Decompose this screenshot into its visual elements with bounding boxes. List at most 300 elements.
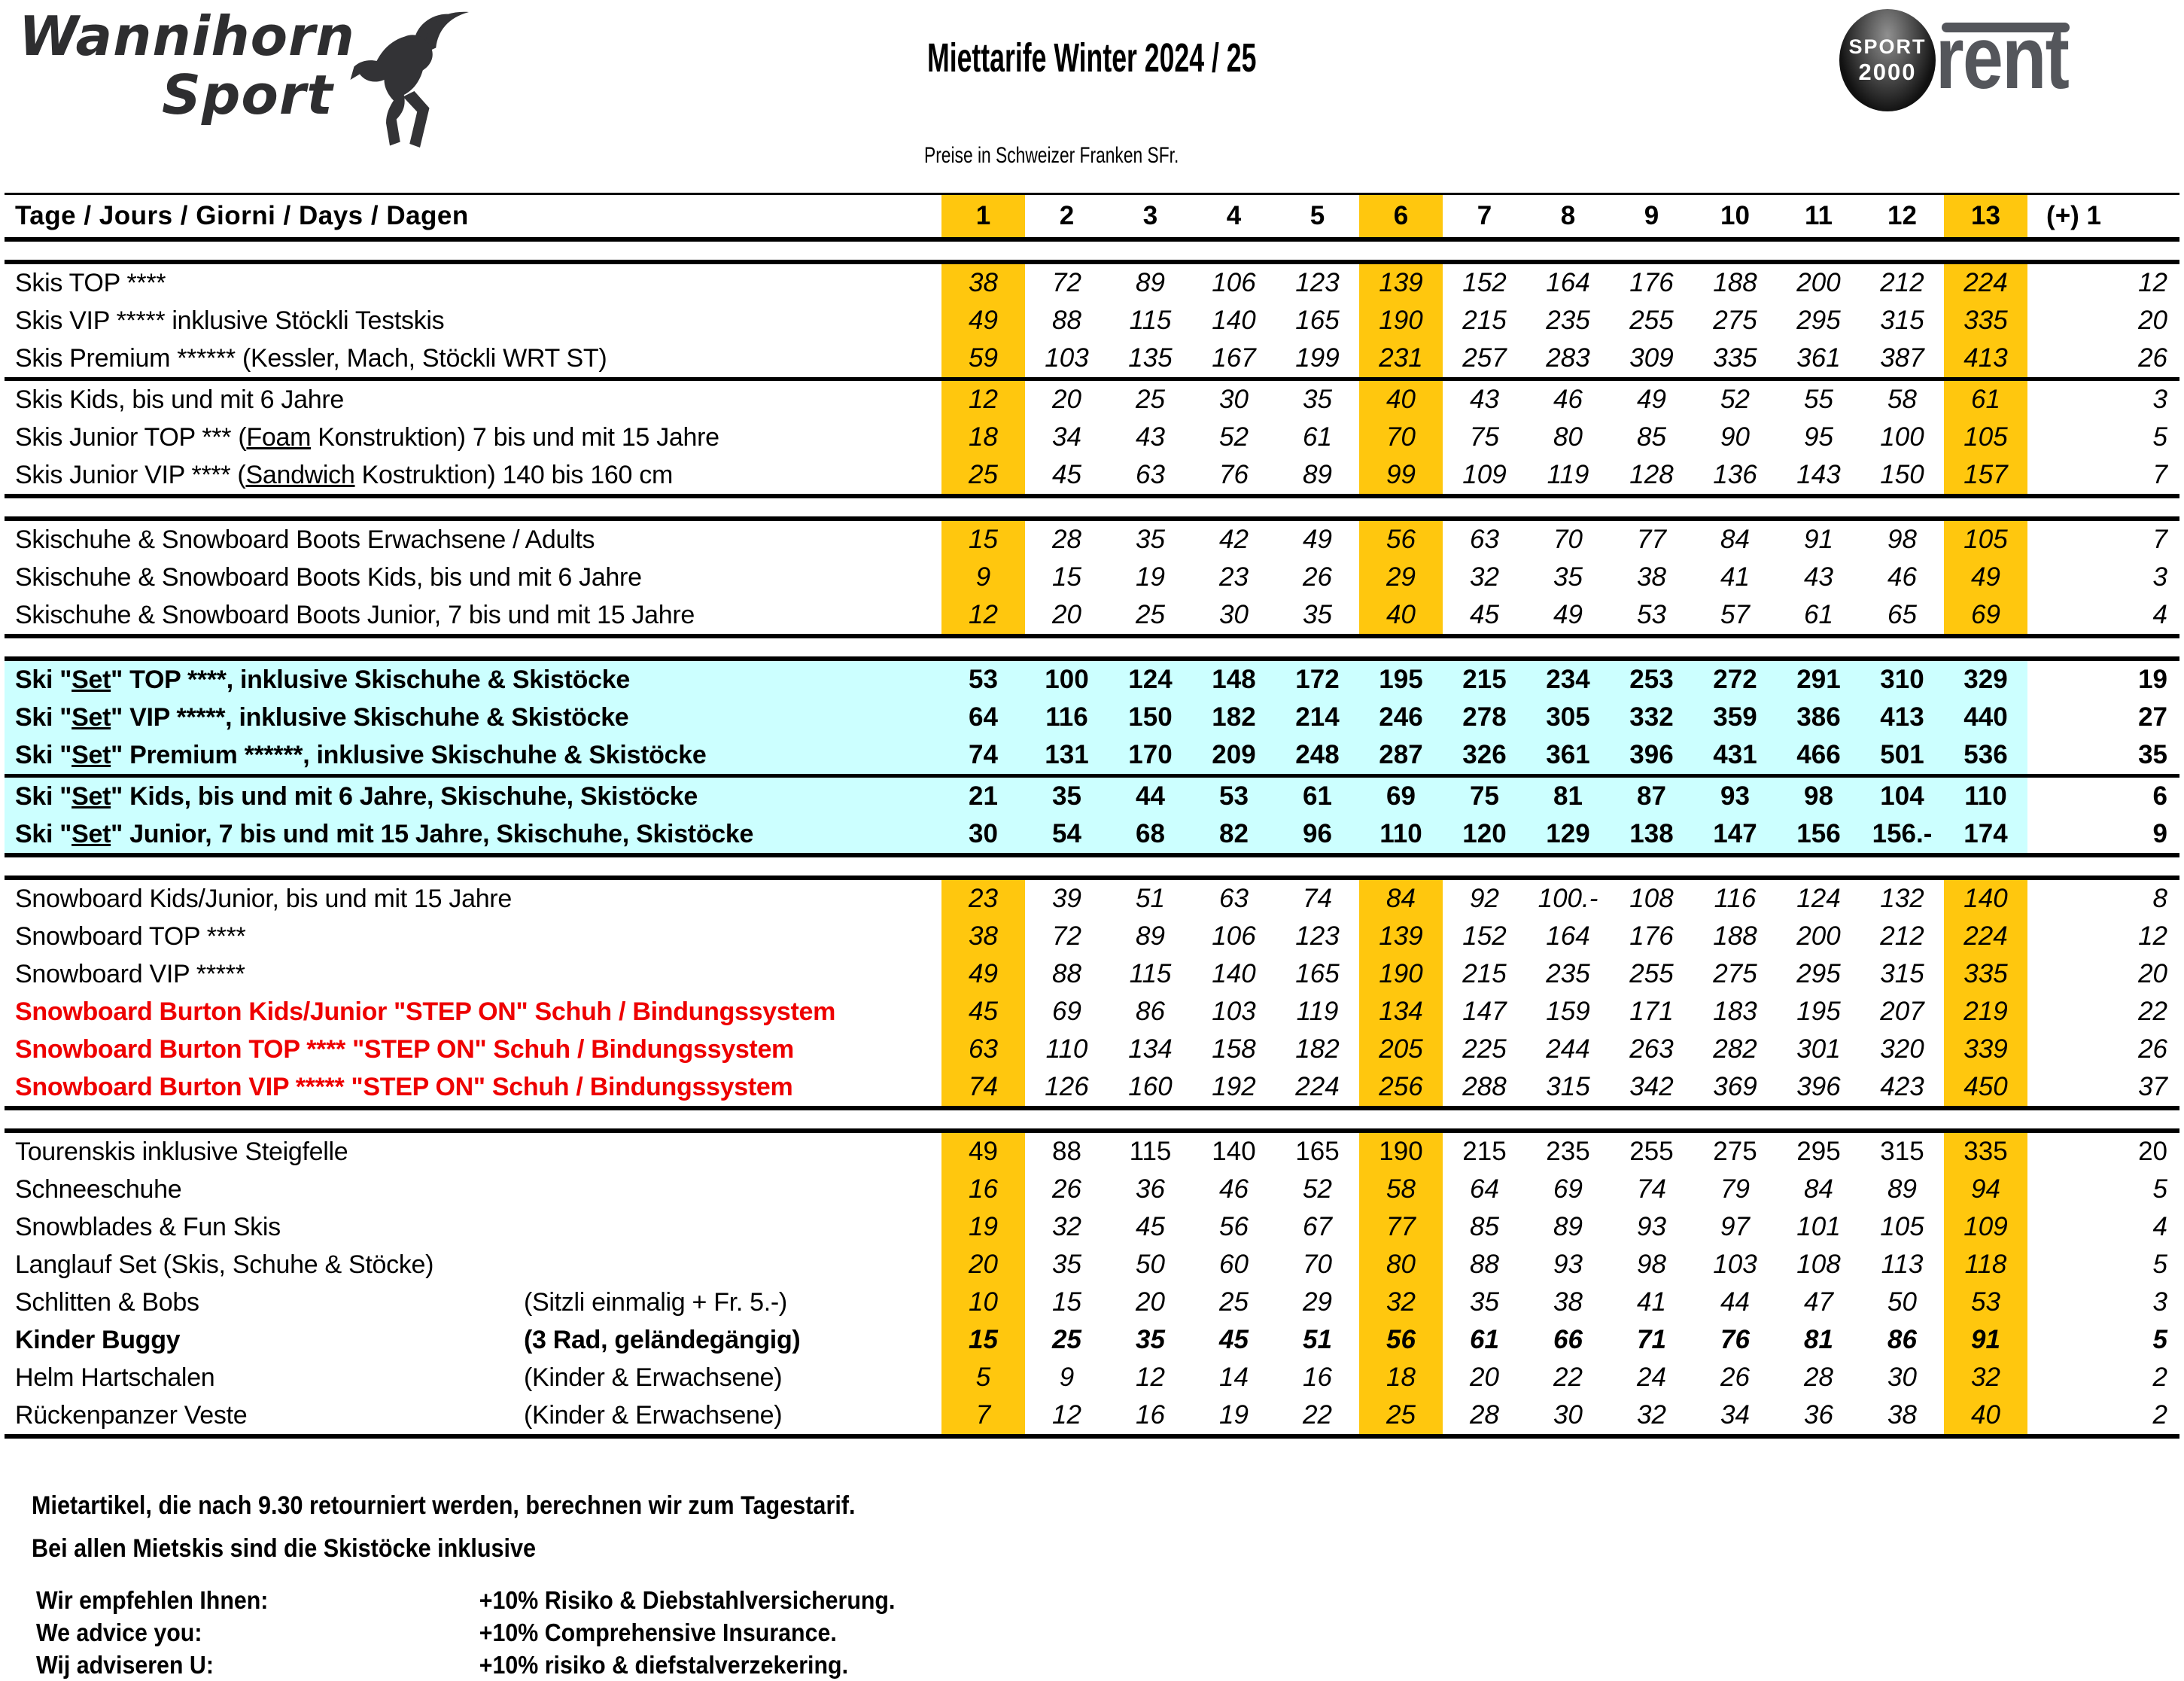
row-label xyxy=(5,1133,941,1171)
table-row xyxy=(5,918,2179,955)
price-cell: 32 xyxy=(1470,562,1499,592)
price-cell: 183 xyxy=(1713,997,1757,1026)
price-cell: 164 xyxy=(1546,921,1590,951)
table-row xyxy=(5,302,2179,340)
price-cell: 450 xyxy=(1944,1068,2027,1106)
price-cell: 64 xyxy=(941,699,1025,736)
price-cell: 65 xyxy=(1887,600,1917,629)
price-cell: 43 xyxy=(1804,562,1833,592)
price-cell: 41 xyxy=(1637,1287,1666,1317)
price-cell: 21 xyxy=(941,778,1025,815)
price-cell: 56 xyxy=(1359,1321,1443,1359)
price-cell: 57 xyxy=(1720,600,1750,629)
price-cell: 165 xyxy=(1295,306,1340,335)
table-row xyxy=(5,264,2179,302)
price-cell: 101 xyxy=(1796,1212,1841,1241)
price-cell: 14 xyxy=(1219,1363,1249,1392)
price-cell: 315 xyxy=(1880,306,1924,335)
row-label-text: Skis VIP ***** inklusive Stöckli Testskis xyxy=(15,306,445,335)
price-cell: 91 xyxy=(1944,1321,2027,1359)
price-cell: 140 xyxy=(1212,959,1256,988)
row-label xyxy=(5,955,941,993)
logo-text-sport: Sport xyxy=(162,63,333,126)
price-cell: 172 xyxy=(1276,661,1359,699)
price-cell: 43 xyxy=(1136,422,1165,452)
advice-label: We advice you: xyxy=(36,1619,202,1646)
day-column-header: 4 xyxy=(1226,201,1242,230)
table-row xyxy=(5,377,2179,419)
price-cell: 320 xyxy=(1880,1034,1924,1064)
price-cell: 32 xyxy=(1637,1400,1666,1430)
price-cell: 53 xyxy=(1192,778,1276,815)
ibex-goat-icon xyxy=(348,5,480,159)
days-header-label: Tage / Jours / Giorni / Days / Dagen xyxy=(15,201,469,230)
price-cell: 12 xyxy=(1052,1400,1081,1430)
price-cell: 108 xyxy=(1796,1250,1841,1279)
price-cell: 52 xyxy=(1720,385,1750,414)
price-cell: 103 xyxy=(1045,343,1089,373)
table-row xyxy=(5,1396,2179,1434)
price-cell: 15 xyxy=(941,1321,1025,1359)
price-cell: 8 xyxy=(2027,880,2179,918)
price-cell: 26 xyxy=(2027,340,2179,377)
advice-text: +10% Risiko & Diebstahlversicherung. xyxy=(479,1586,896,1614)
table-row xyxy=(5,419,2179,456)
row-label-text: Schlitten & Bobs xyxy=(15,1287,199,1317)
price-cell: 45 xyxy=(1052,460,1081,489)
price-cell: 5 xyxy=(2027,1321,2179,1359)
price-cell: 6 xyxy=(2027,778,2179,815)
price-cell: 35 xyxy=(1136,1325,1165,1354)
price-cell: 295 xyxy=(1796,959,1841,988)
price-cell: 3 xyxy=(2027,381,2179,419)
price-cell: 143 xyxy=(1796,460,1841,489)
price-cell: 255 xyxy=(1629,1137,1674,1166)
price-cell: 74 xyxy=(1303,884,1332,913)
price-cell: 214 xyxy=(1276,699,1359,736)
price-cell: 215 xyxy=(1462,1137,1507,1166)
row-label xyxy=(5,381,941,419)
price-cell: 35 xyxy=(1470,1287,1499,1317)
price-cell: 50 xyxy=(1136,1250,1165,1279)
table-row xyxy=(5,774,2179,815)
price-cell: 26 xyxy=(1303,562,1332,592)
day-column-header: 3 xyxy=(1142,201,1158,230)
row-label xyxy=(5,1246,941,1284)
price-cell: 108 xyxy=(1629,884,1674,913)
price-cell: 24 xyxy=(1637,1363,1666,1392)
price-cell: 287 xyxy=(1359,736,1443,774)
price-cell: 89 xyxy=(1136,921,1165,951)
table-row xyxy=(5,456,2179,494)
price-cell: 113 xyxy=(1881,1250,1924,1279)
price-cell: 99 xyxy=(1359,456,1443,494)
price-cell: 138 xyxy=(1610,815,1693,853)
price-cell: 205 xyxy=(1359,1031,1443,1068)
row-label xyxy=(5,1321,941,1359)
price-cell: 25 xyxy=(1219,1287,1249,1317)
price-cell: 156 xyxy=(1777,815,1860,853)
price-cell: 109 xyxy=(1944,1208,2027,1246)
table-row xyxy=(5,1133,2179,1171)
price-cell: 199 xyxy=(1295,343,1340,373)
table-row xyxy=(5,1068,2179,1106)
price-cell: 147 xyxy=(1693,815,1777,853)
price-cell: 466 xyxy=(1777,736,1860,774)
price-cell: 7 xyxy=(941,1396,1025,1434)
price-cell: 30 xyxy=(1219,600,1249,629)
sport2000-logo-text-top: SPORT xyxy=(1848,35,1927,58)
price-cell: 335 xyxy=(1713,343,1757,373)
row-label-text: Skis Junior VIP **** (Sandwich Kostruktion) 140 bis 160 cm xyxy=(15,460,673,489)
price-cell: 29 xyxy=(1303,1287,1332,1317)
row-label-text: Snowboard Kids/Junior, bis und mit 15 Jahre xyxy=(15,884,512,913)
price-cell: 49 xyxy=(1944,559,2027,596)
price-cell: 386 xyxy=(1777,699,1860,736)
price-section xyxy=(5,260,2179,498)
price-cell: 15 xyxy=(941,521,1025,559)
price-cell: 89 xyxy=(1136,268,1165,297)
row-label xyxy=(5,778,941,815)
price-cell: 123 xyxy=(1295,268,1340,297)
price-cell: 440 xyxy=(1944,699,2027,736)
price-cell: 139 xyxy=(1359,918,1443,955)
price-cell: 119 xyxy=(1547,460,1589,489)
price-cell: 61 xyxy=(1804,600,1833,629)
price-cell: 77 xyxy=(1637,525,1666,554)
price-cell: 12 xyxy=(1136,1363,1165,1392)
row-label xyxy=(5,1284,941,1321)
price-cell: 88 xyxy=(1052,1137,1081,1166)
price-cell: 126 xyxy=(1045,1072,1089,1101)
price-cell: 50 xyxy=(1887,1287,1917,1317)
price-cell: 61 xyxy=(1303,422,1332,452)
price-cell: 278 xyxy=(1443,699,1526,736)
price-section xyxy=(5,876,2179,1110)
price-cell: 361 xyxy=(1796,343,1841,373)
price-cell: 49 xyxy=(1303,525,1332,554)
price-cell: 39 xyxy=(1052,884,1081,913)
price-cell: 40 xyxy=(1944,1396,2027,1434)
price-section xyxy=(5,1128,2179,1439)
price-cell: 54 xyxy=(1025,815,1109,853)
table-header-row xyxy=(5,193,2179,242)
price-cell: 16 xyxy=(1136,1400,1165,1430)
price-cell: 215 xyxy=(1462,959,1507,988)
price-cell: 100.- xyxy=(1538,884,1598,913)
price-cell: 224 xyxy=(1944,918,2027,955)
row-label-text: Snowboard Burton Kids/Junior "STEP ON" Schuh / Bindungssystem xyxy=(15,997,836,1026)
price-cell: 212 xyxy=(1880,921,1924,951)
price-cell: 359 xyxy=(1693,699,1777,736)
price-cell: 305 xyxy=(1526,699,1610,736)
price-cell: 105 xyxy=(1880,1212,1924,1241)
price-cell: 51 xyxy=(1136,884,1165,913)
price-cell: 182 xyxy=(1295,1034,1340,1064)
price-cell: 96 xyxy=(1276,815,1359,853)
price-cell: 63 xyxy=(1219,884,1249,913)
price-cell: 29 xyxy=(1359,559,1443,596)
price-cell: 15 xyxy=(1052,1287,1081,1317)
price-cell: 25 xyxy=(1359,1396,1443,1434)
price-cell: 25 xyxy=(941,456,1025,494)
price-cell: 28 xyxy=(1804,1363,1833,1392)
price-cell: 16 xyxy=(1303,1363,1332,1392)
price-cell: 18 xyxy=(1359,1359,1443,1396)
price-cell: 310 xyxy=(1860,661,1944,699)
price-cell: 84 xyxy=(1359,880,1443,918)
price-cell: 115 xyxy=(1129,306,1172,335)
price-cell: 315 xyxy=(1880,959,1924,988)
row-label xyxy=(5,302,941,340)
insurance-advice xyxy=(36,1584,895,1681)
price-cell: 9 xyxy=(941,559,1025,596)
price-cell: 38 xyxy=(1887,1400,1917,1430)
row-label-text: Skischuhe & Snowboard Boots Erwachsene / Adults xyxy=(15,525,595,554)
price-cell: 35 xyxy=(1136,525,1165,554)
price-cell: 190 xyxy=(1359,1133,1443,1171)
day-column-header: (+) 1 xyxy=(2046,201,2101,230)
price-cell: 272 xyxy=(1693,661,1777,699)
row-label-text: Skis TOP **** xyxy=(15,268,166,297)
advice-row xyxy=(36,1649,895,1681)
price-cell: 35 xyxy=(1052,1250,1081,1279)
price-cell: 158 xyxy=(1212,1034,1256,1064)
price-cell: 157 xyxy=(1944,456,2027,494)
wannihorn-sport-logo xyxy=(19,5,500,166)
price-cell: 164 xyxy=(1546,268,1590,297)
price-cell: 140 xyxy=(1212,1137,1256,1166)
price-cell: 275 xyxy=(1713,959,1757,988)
price-cell: 150 xyxy=(1880,460,1924,489)
price-cell: 224 xyxy=(1295,1072,1340,1101)
price-cell: 105 xyxy=(1944,521,2027,559)
row-label xyxy=(5,1031,941,1068)
price-cell: 536 xyxy=(1944,736,2027,774)
price-cell: 25 xyxy=(1136,600,1165,629)
price-cell: 89 xyxy=(1553,1212,1583,1241)
price-cell: 80 xyxy=(1359,1246,1443,1284)
table-row xyxy=(5,596,2179,634)
footer-note-poles: Bei allen Mietskis sind die Skistöcke inklusive xyxy=(32,1534,537,1563)
advice-row xyxy=(36,1616,895,1649)
price-cell: 88 xyxy=(1052,959,1081,988)
price-cell: 255 xyxy=(1629,306,1674,335)
price-cell: 30 xyxy=(941,815,1025,853)
price-cell: 51 xyxy=(1303,1325,1332,1354)
price-cell: 165 xyxy=(1295,959,1340,988)
table-row xyxy=(5,1359,2179,1396)
row-label-text: Ski "Set" Kids, bis und mit 6 Jahre, Skischuhe, Skistöcke xyxy=(15,781,698,811)
footer-notes xyxy=(32,1485,856,1570)
price-cell: 89 xyxy=(1303,460,1332,489)
price-cell: 2 xyxy=(2027,1396,2179,1434)
row-label-text: Skischuhe & Snowboard Boots Junior, 7 bis und mit 15 Jahre xyxy=(15,600,695,629)
price-cell: 195 xyxy=(1796,997,1841,1026)
price-cell: 69 xyxy=(1359,778,1443,815)
price-cell: 45 xyxy=(941,993,1025,1031)
price-cell: 26 xyxy=(1720,1363,1750,1392)
price-cell: 219 xyxy=(1944,993,2027,1031)
row-label-text: Skischuhe & Snowboard Boots Kids, bis und mit 6 Jahre xyxy=(15,562,642,592)
price-cell: 84 xyxy=(1804,1174,1833,1204)
row-label xyxy=(5,815,941,853)
price-cell: 41 xyxy=(1720,562,1750,592)
price-cell: 7 xyxy=(2027,456,2179,494)
price-table xyxy=(5,193,2179,1439)
advice-label: Wir empfehlen Ihnen: xyxy=(36,1586,269,1614)
price-cell: 109 xyxy=(1462,460,1507,489)
row-label-text: Skis Premium ****** (Kessler, Mach, Stöckli WRT ST) xyxy=(15,343,607,373)
price-cell: 76 xyxy=(1219,460,1249,489)
price-cell: 72 xyxy=(1052,921,1081,951)
price-cell: 34 xyxy=(1720,1400,1750,1430)
price-cell: 235 xyxy=(1546,1137,1590,1166)
price-cell: 152 xyxy=(1462,268,1507,297)
price-cell: 2 xyxy=(2027,1359,2179,1396)
price-cell: 40 xyxy=(1359,381,1443,419)
price-cell: 12 xyxy=(941,596,1025,634)
row-label xyxy=(5,1208,941,1246)
sport2000-logo-text-bottom: 2000 xyxy=(1858,58,1917,85)
row-sublabel: (Sitzli einmalig + Fr. 5.-) xyxy=(524,1287,787,1317)
row-label xyxy=(5,596,941,634)
price-cell: 32 xyxy=(1944,1359,2027,1396)
price-cell: 91 xyxy=(1804,525,1833,554)
price-cell: 10 xyxy=(941,1284,1025,1321)
table-row xyxy=(5,1246,2179,1284)
day-column-header: 11 xyxy=(1805,201,1833,230)
price-cell: 56 xyxy=(1359,521,1443,559)
price-cell: 27 xyxy=(2027,699,2179,736)
row-label xyxy=(5,264,941,302)
price-cell: 67 xyxy=(1303,1212,1332,1241)
row-label-text: Snowboard Burton VIP ***** "STEP ON" Schuh / Bindungssystem xyxy=(15,1072,793,1101)
price-cell: 90 xyxy=(1720,422,1750,452)
price-cell: 52 xyxy=(1219,422,1249,452)
price-cell: 56 xyxy=(1219,1212,1249,1241)
price-cell: 63 xyxy=(1470,525,1499,554)
price-cell: 46 xyxy=(1887,562,1917,592)
price-cell: 38 xyxy=(1553,1287,1583,1317)
price-cell: 104 xyxy=(1860,778,1944,815)
price-cell: 326 xyxy=(1443,736,1526,774)
price-cell: 3 xyxy=(2027,1284,2179,1321)
price-cell: 35 xyxy=(1303,385,1332,414)
day-column-header: 12 xyxy=(1887,201,1917,230)
price-cell: 95 xyxy=(1804,422,1833,452)
price-cell: 3 xyxy=(2027,559,2179,596)
price-cell: 49 xyxy=(941,955,1025,993)
row-label-text: Ski "Set" TOP ****, inklusive Skischuhe & Skistöcke xyxy=(15,665,630,694)
price-cell: 129 xyxy=(1526,815,1610,853)
price-cell: 79 xyxy=(1720,1174,1750,1204)
price-cell: 339 xyxy=(1944,1031,2027,1068)
price-cell: 257 xyxy=(1462,343,1507,373)
price-cell: 295 xyxy=(1796,1137,1841,1166)
price-cell: 215 xyxy=(1462,306,1507,335)
price-cell: 34 xyxy=(1052,422,1081,452)
price-cell: 176 xyxy=(1629,268,1674,297)
price-cell: 64 xyxy=(1470,1174,1499,1204)
price-cell: 84 xyxy=(1720,525,1750,554)
footer-note-return: Mietartikel, die nach 9.30 retourniert werden, berechnen wir zum Tagestarif. xyxy=(32,1491,856,1520)
price-cell: 25 xyxy=(1136,385,1165,414)
table-row xyxy=(5,340,2179,377)
price-cell: 246 xyxy=(1359,699,1443,736)
price-cell: 55 xyxy=(1804,385,1833,414)
price-cell: 49 xyxy=(941,1133,1025,1171)
row-sublabel: (Kinder & Erwachsene) xyxy=(524,1363,783,1392)
page-subtitle: Preise in Schweizer Franken SFr. xyxy=(924,143,1179,168)
price-cell: 12 xyxy=(941,381,1025,419)
price-cell: 124 xyxy=(1109,661,1192,699)
price-cell: 26 xyxy=(1052,1174,1081,1204)
row-label-text: Snowboard VIP ***** xyxy=(15,959,245,988)
price-cell: 335 xyxy=(1944,955,2027,993)
price-cell: 315 xyxy=(1546,1072,1590,1101)
price-cell: 53 xyxy=(941,661,1025,699)
table-row xyxy=(5,661,2179,699)
price-cell: 291 xyxy=(1777,661,1860,699)
price-cell: 335 xyxy=(1944,1133,2027,1171)
price-cell: 248 xyxy=(1276,736,1359,774)
price-cell: 335 xyxy=(1944,302,2027,340)
row-label-text: Schneeschuhe xyxy=(15,1174,182,1204)
price-cell: 120 xyxy=(1443,815,1526,853)
price-cell: 5 xyxy=(941,1359,1025,1396)
price-cell: 9 xyxy=(2027,815,2179,853)
price-cell: 86 xyxy=(1887,1325,1917,1354)
price-cell: 35 xyxy=(1553,562,1583,592)
price-cell: 224 xyxy=(1944,264,2027,302)
price-cell: 332 xyxy=(1610,699,1693,736)
day-column-header: 1 xyxy=(941,195,1025,237)
price-cell: 20 xyxy=(1052,600,1081,629)
price-cell: 74 xyxy=(941,736,1025,774)
price-cell: 49 xyxy=(1637,385,1666,414)
price-cell: 140 xyxy=(1212,306,1256,335)
price-cell: 165 xyxy=(1295,1137,1340,1166)
price-cell: 12 xyxy=(2027,918,2179,955)
table-row xyxy=(5,736,2179,774)
day-column-header: 6 xyxy=(1359,195,1443,237)
price-cell: 160 xyxy=(1128,1072,1173,1101)
price-cell: 30 xyxy=(1553,1400,1583,1430)
price-cell: 74 xyxy=(1637,1174,1666,1204)
price-cell: 32 xyxy=(1052,1212,1081,1241)
price-cell: 131 xyxy=(1025,736,1109,774)
price-cell: 88 xyxy=(1470,1250,1499,1279)
price-cell: 200 xyxy=(1796,921,1841,951)
price-cell: 20 xyxy=(2027,302,2179,340)
row-label-text: Langlauf Set (Skis, Schuhe & Stöcke) xyxy=(15,1250,434,1279)
price-cell: 45 xyxy=(1136,1212,1165,1241)
price-cell: 58 xyxy=(1887,385,1917,414)
row-sublabel: (Kinder & Erwachsene) xyxy=(524,1400,783,1430)
row-label xyxy=(5,661,941,699)
price-cell: 58 xyxy=(1359,1171,1443,1208)
table-row xyxy=(5,699,2179,736)
row-label xyxy=(5,918,941,955)
price-cell: 22 xyxy=(1553,1363,1583,1392)
price-cell: 88 xyxy=(1052,306,1081,335)
price-cell: 152 xyxy=(1462,921,1507,951)
price-cell: 134 xyxy=(1359,993,1443,1031)
price-cell: 188 xyxy=(1713,921,1757,951)
table-row xyxy=(5,1321,2179,1359)
row-label-text: Snowboard Burton TOP **** "STEP ON" Schuh / Bindungssystem xyxy=(15,1034,794,1064)
